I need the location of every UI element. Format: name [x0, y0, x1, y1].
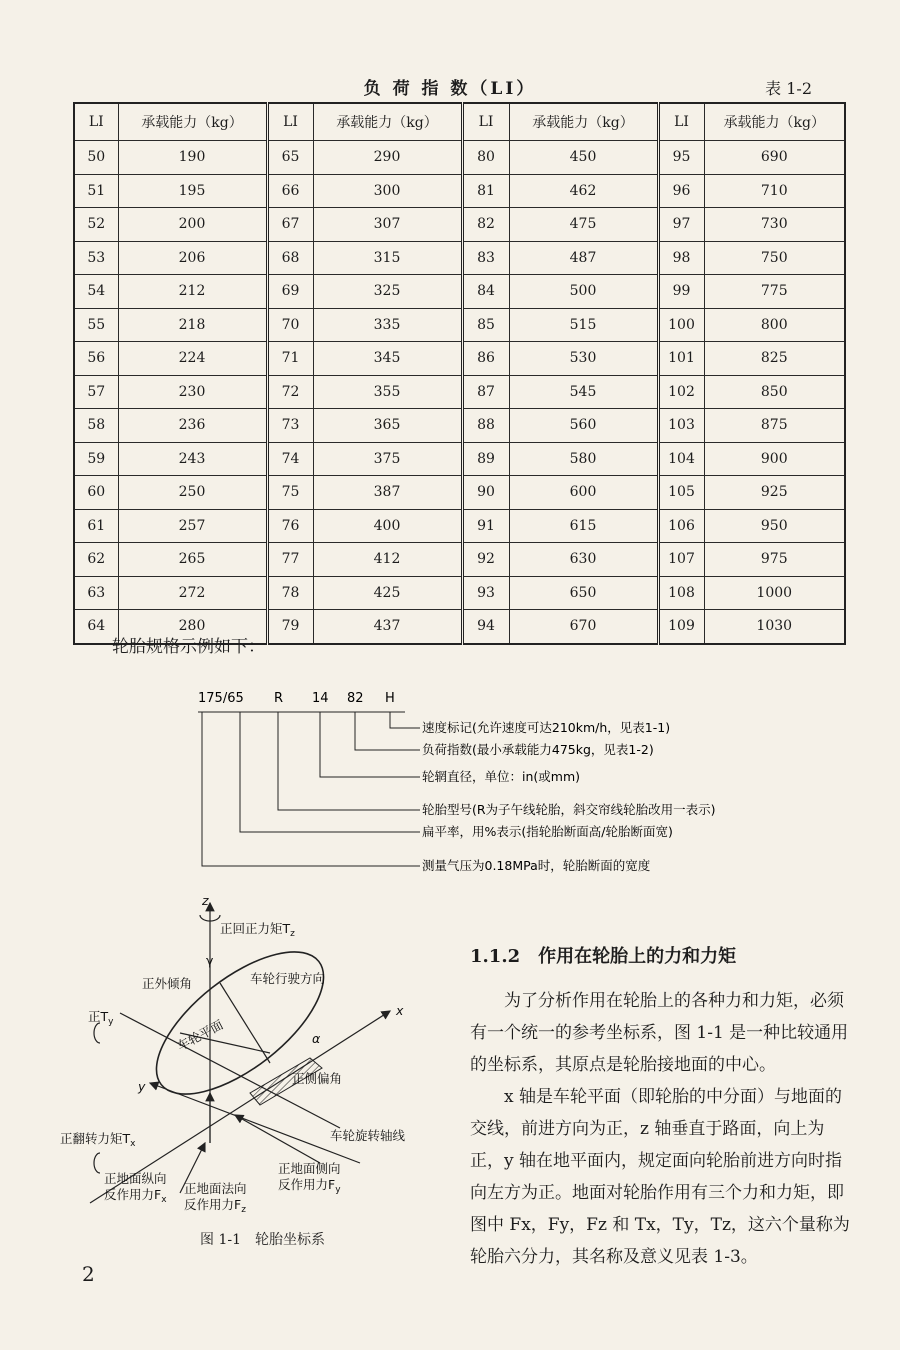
cell-capacity: 412 [313, 543, 462, 577]
cell-li: 93 [462, 576, 509, 610]
cell-li: 77 [267, 543, 313, 577]
cell-capacity: 290 [313, 141, 462, 175]
explain-aspect: 扁平率，用%表示(指轮胎断面高/轮胎断面宽) [422, 824, 673, 839]
cell-li: 96 [658, 174, 704, 208]
paragraph-1: 为了分析作用在轮胎上的各种力和力矩，必须有一个统一的参考坐标系，图 1-1 是一种比较通用的坐标系，其原点是轮胎接地面的中心。 [470, 991, 849, 1075]
label-fy-1: 正地面侧向 [278, 1161, 341, 1176]
table-row [74, 409, 845, 443]
cell-li: 87 [462, 375, 509, 409]
cell-capacity: 300 [313, 174, 462, 208]
cell-li: 82 [462, 208, 509, 242]
cell-li: 57 [74, 375, 118, 409]
header-capacity: 承载能力（kg） [118, 103, 267, 141]
label-fx-1: 正地面纵向 [104, 1171, 167, 1186]
header-capacity: 承载能力（kg） [704, 103, 845, 141]
header-li: LI [74, 103, 118, 141]
cell-li: 60 [74, 476, 118, 510]
code-load: 82 [347, 691, 364, 706]
cell-li: 98 [658, 241, 704, 275]
cell-capacity: 730 [704, 208, 845, 242]
figure-caption: 图 1-1 轮胎坐标系 [200, 1232, 325, 1248]
cell-capacity: 475 [509, 208, 658, 242]
cell-li: 52 [74, 208, 118, 242]
cell-capacity: 218 [118, 308, 267, 342]
load-index-table [73, 102, 846, 645]
cell-capacity: 560 [509, 409, 658, 443]
code-rim: 14 [312, 691, 329, 706]
cell-capacity: 450 [509, 141, 658, 175]
label-spin-axis: 车轮旋转轴线 [330, 1128, 406, 1143]
cell-capacity: 400 [313, 509, 462, 543]
cell-li: 94 [462, 610, 509, 644]
alpha-label: α [312, 1031, 321, 1046]
table-row [74, 576, 845, 610]
cell-capacity: 1000 [704, 576, 845, 610]
cell-capacity: 630 [509, 543, 658, 577]
cell-capacity: 615 [509, 509, 658, 543]
header-capacity: 承载能力（kg） [509, 103, 658, 141]
paragraph-2: x 轴是车轮平面（即轮胎的中分面）与地面的交线，前进方向为正，z 轴垂直于路面，向上为正，y 轴在地平面内，规定面向轮胎前进方向时指向左方为正。地面对轮胎作用有三个力和力矩，即图中 Fx，Fy，Fz 和 Tx，Ty，Tz，这六个量称为轮胎六分力，其名称及意义见表 1-3。 [470, 1087, 850, 1267]
cell-li: 56 [74, 342, 118, 376]
cell-li: 58 [74, 409, 118, 443]
cell-capacity: 200 [118, 208, 267, 242]
label-fx-2: 反作用力$F_x$ [104, 1187, 167, 1205]
label-fz-1: 正地面法向 [184, 1181, 247, 1196]
table-title: 负 荷 指 数（LI） [363, 79, 537, 99]
cell-li: 109 [658, 610, 704, 644]
cell-li: 61 [74, 509, 118, 543]
label-slip-angle: 正侧偏角 [292, 1071, 343, 1086]
cell-li: 107 [658, 543, 704, 577]
table-row [74, 509, 845, 543]
cell-li: 103 [658, 409, 704, 443]
cell-li: 59 [74, 442, 118, 476]
cell-capacity: 355 [313, 375, 462, 409]
cell-li: 71 [267, 342, 313, 376]
cell-li: 64 [74, 610, 118, 644]
explain-speed: 速度标记(允许速度可达210km/h，见表1-1) [422, 720, 671, 735]
cell-capacity: 925 [704, 476, 845, 510]
cell-capacity: 280 [118, 610, 267, 644]
cell-li: 50 [74, 141, 118, 175]
cell-capacity: 462 [509, 174, 658, 208]
cell-li: 84 [462, 275, 509, 309]
cell-capacity: 257 [118, 509, 267, 543]
cell-capacity: 365 [313, 409, 462, 443]
cell-capacity: 236 [118, 409, 267, 443]
cell-capacity: 580 [509, 442, 658, 476]
cell-capacity: 315 [313, 241, 462, 275]
cell-li: 102 [658, 375, 704, 409]
cell-capacity: 212 [118, 275, 267, 309]
cell-li: 78 [267, 576, 313, 610]
table-row [74, 308, 845, 342]
cell-capacity: 545 [509, 375, 658, 409]
table-row [74, 342, 845, 376]
page-number: 2 [82, 1262, 95, 1286]
axis-y-label: y [138, 1079, 146, 1094]
cell-li: 106 [658, 509, 704, 543]
table-row [74, 442, 845, 476]
cell-li: 74 [267, 442, 313, 476]
cell-capacity: 335 [313, 308, 462, 342]
cell-li: 62 [74, 543, 118, 577]
cell-capacity: 425 [313, 576, 462, 610]
label-fz-2: 反作用力$F_z$ [184, 1197, 246, 1215]
cell-li: 90 [462, 476, 509, 510]
cell-capacity: 975 [704, 543, 845, 577]
label-overturning: 正翻转力矩$T_x$ [60, 1131, 136, 1149]
cell-capacity: 710 [704, 174, 845, 208]
cell-capacity: 230 [118, 375, 267, 409]
cell-li: 81 [462, 174, 509, 208]
table-row [74, 375, 845, 409]
cell-capacity: 206 [118, 241, 267, 275]
cell-li: 79 [267, 610, 313, 644]
code-type: R [274, 691, 284, 706]
tire-example-title: 轮胎规格示例如下： [112, 637, 265, 657]
cell-li: 100 [658, 308, 704, 342]
label-wheel-plane: 车轮平面 [174, 1016, 226, 1054]
cell-li: 73 [267, 409, 313, 443]
cell-li: 88 [462, 409, 509, 443]
cell-li: 92 [462, 543, 509, 577]
cell-capacity: 195 [118, 174, 267, 208]
axis-x-label: x [396, 1003, 404, 1018]
explain-rim: 轮辋直径，单位：in(或mm) [422, 769, 581, 784]
cell-li: 108 [658, 576, 704, 610]
cell-li: 65 [267, 141, 313, 175]
cell-li: 66 [267, 174, 313, 208]
table-row [74, 241, 845, 275]
cell-capacity: 670 [509, 610, 658, 644]
label-fy-2: 反作用力$F_y$ [278, 1177, 341, 1195]
cell-capacity: 437 [313, 610, 462, 644]
explain-width: 测量气压为0.18MPa时，轮胎断面的宽度 [422, 858, 651, 873]
cell-li: 97 [658, 208, 704, 242]
cell-capacity: 387 [313, 476, 462, 510]
cell-li: 76 [267, 509, 313, 543]
cell-li: 63 [74, 576, 118, 610]
cell-li: 91 [462, 509, 509, 543]
cell-li: 95 [658, 141, 704, 175]
cell-capacity: 345 [313, 342, 462, 376]
cell-li: 51 [74, 174, 118, 208]
tire-coordinate-figure [60, 893, 450, 1223]
cell-capacity: 750 [704, 241, 845, 275]
table-row [74, 208, 845, 242]
cell-capacity: 1030 [704, 610, 845, 644]
cell-capacity: 224 [118, 342, 267, 376]
cell-li: 101 [658, 342, 704, 376]
explain-type: 轮胎型号(R为子午线轮胎，斜交帘线轮胎改用一表示) [422, 802, 716, 817]
cell-capacity: 530 [509, 342, 658, 376]
cell-capacity: 950 [704, 509, 845, 543]
header-li: LI [658, 103, 704, 141]
cell-capacity: 800 [704, 308, 845, 342]
cell-li: 104 [658, 442, 704, 476]
cell-capacity: 900 [704, 442, 845, 476]
cell-capacity: 375 [313, 442, 462, 476]
table-row [74, 543, 845, 577]
header-capacity: 承载能力（kg） [313, 103, 462, 141]
cell-capacity: 272 [118, 576, 267, 610]
gamma-label: γ [206, 953, 214, 968]
label-direction: 车轮行驶方向 [250, 971, 326, 986]
cell-capacity: 307 [313, 208, 462, 242]
cell-li: 99 [658, 275, 704, 309]
cell-capacity: 600 [509, 476, 658, 510]
cell-li: 55 [74, 308, 118, 342]
label-aligning-torque: 正回正力矩$T_z$ [220, 921, 295, 939]
cell-li: 85 [462, 308, 509, 342]
label-ty: 正$T_y$ [88, 1009, 114, 1027]
cell-li: 83 [462, 241, 509, 275]
cell-capacity: 265 [118, 543, 267, 577]
cell-li: 80 [462, 141, 509, 175]
cell-li: 75 [267, 476, 313, 510]
cell-li: 67 [267, 208, 313, 242]
cell-li: 72 [267, 375, 313, 409]
cell-capacity: 875 [704, 409, 845, 443]
cell-li: 70 [267, 308, 313, 342]
cell-capacity: 690 [704, 141, 845, 175]
cell-capacity: 190 [118, 141, 267, 175]
axis-z-label: z [202, 893, 209, 908]
cell-li: 53 [74, 241, 118, 275]
cell-capacity: 500 [509, 275, 658, 309]
cell-capacity: 325 [313, 275, 462, 309]
cell-li: 86 [462, 342, 509, 376]
cell-capacity: 650 [509, 576, 658, 610]
cell-capacity: 487 [509, 241, 658, 275]
code-size: 175/65 [198, 691, 244, 706]
cell-li: 105 [658, 476, 704, 510]
cell-li: 69 [267, 275, 313, 309]
label-camber: 正外倾角 [142, 976, 193, 991]
code-speed: H [385, 691, 395, 706]
cell-li: 68 [267, 241, 313, 275]
cell-capacity: 250 [118, 476, 267, 510]
table-row [74, 275, 845, 309]
cell-capacity: 850 [704, 375, 845, 409]
table-row [74, 141, 845, 175]
table-body [74, 141, 845, 644]
explain-load: 负荷指数(最小承载能力475kg，见表1-2) [422, 742, 654, 757]
header-li: LI [462, 103, 509, 141]
cell-capacity: 515 [509, 308, 658, 342]
table-number: 表 1-2 [765, 79, 812, 98]
table-header-row [74, 103, 845, 141]
table-row [74, 174, 845, 208]
section-heading: 1.1.2 作用在轮胎上的力和力矩 [470, 946, 737, 967]
table-row [74, 476, 845, 510]
cell-li: 54 [74, 275, 118, 309]
cell-capacity: 825 [704, 342, 845, 376]
cell-capacity: 775 [704, 275, 845, 309]
cell-capacity: 243 [118, 442, 267, 476]
tire-spec-diagram [150, 680, 770, 880]
header-li: LI [267, 103, 313, 141]
cell-li: 89 [462, 442, 509, 476]
